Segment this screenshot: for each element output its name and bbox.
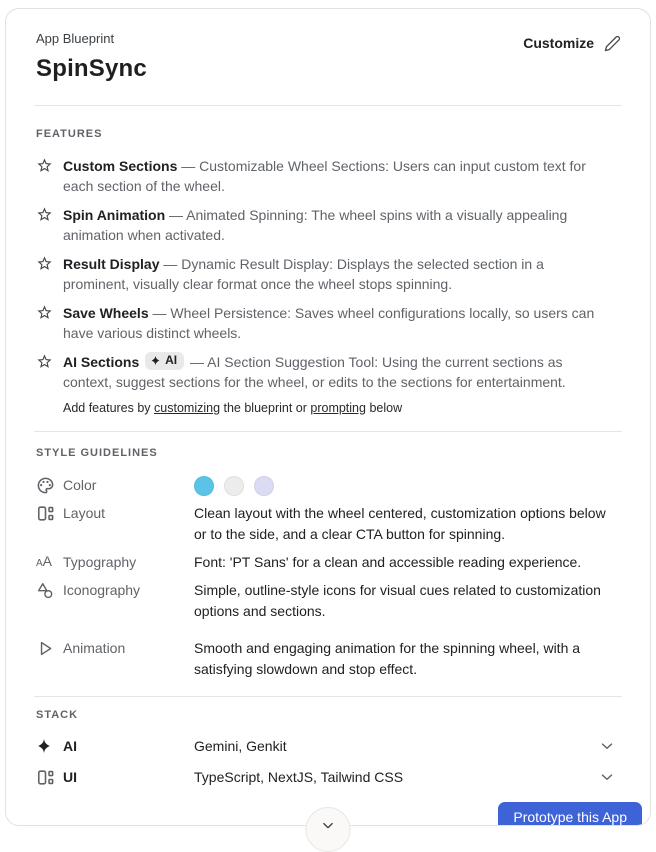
style-text-animation: Smooth and engaging animation for the spinning wheel, with a satisfying slowdown and stop effect. <box>194 640 581 677</box>
star-icon <box>36 206 53 223</box>
add-features-footnote: Add features by customizing the blueprint or prompting below <box>63 401 403 415</box>
chevron-down-icon <box>321 818 336 833</box>
style-row-color <box>36 475 620 496</box>
ai-badge: AI <box>145 352 184 370</box>
star-icon <box>36 157 53 174</box>
stack-row-ui <box>36 766 620 787</box>
feature-name: AI Sections <box>63 354 140 370</box>
style-row-typography <box>36 552 620 573</box>
feature-name: Result Display <box>63 256 160 272</box>
feature-item-result-display <box>36 254 620 294</box>
style-text-iconography: Simple, outline-style icons for visual cues related to customization options and sections. <box>194 582 601 619</box>
card-eyebrow: App Blueprint <box>36 31 115 46</box>
stack-label-ai: AI <box>63 737 77 754</box>
shapes-icon <box>36 581 55 600</box>
divider <box>34 105 622 106</box>
divider <box>34 431 622 432</box>
style-row-iconography <box>36 580 620 622</box>
layout-icon <box>36 768 55 787</box>
stack-value-ai: Gemini, Genkit <box>194 737 287 754</box>
stack-label-ui: UI <box>63 768 77 785</box>
feature-item-spin-animation <box>36 205 620 245</box>
feature-description: — AI Section Suggestion Tool: Using the current sections as context, suggest sections for the wheel, or edits to the sections for entertainment. <box>63 354 566 390</box>
style-label-layout: Layout <box>63 505 106 521</box>
app-title: SpinSync <box>36 55 147 82</box>
color-swatches <box>194 475 620 496</box>
color-swatch-primary[interactable] <box>194 476 214 496</box>
stack-value-ui: TypeScript, NextJS, Tailwind CSS <box>194 768 404 785</box>
features-section <box>36 128 620 415</box>
customize-button[interactable] <box>523 33 620 53</box>
stack-row-ai <box>36 735 620 756</box>
sparkle-icon <box>36 738 52 754</box>
star-icon <box>36 304 53 321</box>
chevron-down-icon[interactable] <box>598 768 616 786</box>
style-row-animation <box>36 638 620 680</box>
color-swatch-background[interactable] <box>224 476 244 496</box>
feature-description: — Customizable Wheel Sections: Users can input custom text for each section of the wheel. <box>63 158 586 194</box>
feature-item-save-wheels <box>36 303 620 343</box>
style-text-typography: Font: 'PT Sans' for a clean and accessible reading experience. <box>194 554 582 570</box>
feature-item-ai-sections <box>36 352 620 392</box>
expand-blueprint-button[interactable] <box>306 807 351 852</box>
customizing-link[interactable]: customizing <box>154 401 221 415</box>
style-label-iconography: Iconography <box>63 582 141 598</box>
sparkle-icon <box>150 355 161 366</box>
stack-section-title: STACK <box>36 709 79 721</box>
style-guidelines-section <box>36 447 620 680</box>
style-text-layout: Clean layout with the wheel centered, customization options below or to the side, and a clear CTA button for spinning. <box>194 505 606 542</box>
feature-description: — Animated Spinning: The wheel spins with a visually appealing animation when activated. <box>63 207 568 243</box>
app-blueprint-card <box>5 8 651 826</box>
style-label-typography: Typography <box>63 554 137 570</box>
palette-icon <box>36 476 55 495</box>
feature-item-custom-sections <box>36 156 620 196</box>
feature-name: Save Wheels <box>63 305 149 321</box>
layout-icon <box>36 504 55 523</box>
feature-name: Custom Sections <box>63 158 178 174</box>
style-row-layout <box>36 503 620 545</box>
prompting-link[interactable]: prompting <box>310 401 366 415</box>
stack-section <box>36 709 620 787</box>
color-swatch-accent[interactable] <box>254 476 274 496</box>
style-guidelines-section-title: STYLE GUIDELINES <box>36 447 158 459</box>
chevron-down-icon[interactable] <box>598 737 616 755</box>
feature-name: Spin Animation <box>63 207 166 223</box>
style-label-animation: Animation <box>63 640 126 656</box>
style-label-color: Color <box>63 477 97 493</box>
typography-icon: AA <box>36 553 53 569</box>
star-icon <box>36 353 53 370</box>
pencil-icon <box>604 35 620 51</box>
divider <box>34 696 622 697</box>
header <box>36 31 620 83</box>
feature-description: — Wheel Persistence: Saves wheel configurations locally, so users can have various distinct wheels. <box>63 305 595 341</box>
star-icon <box>36 255 53 272</box>
features-section-title: FEATURES <box>36 128 103 140</box>
feature-description: — Dynamic Result Display: Displays the selected section in a prominent, visually clear format once the wheel stops spinning. <box>63 256 544 292</box>
play-icon <box>36 639 55 658</box>
prototype-this-app-button[interactable]: Prototype this App <box>498 802 642 826</box>
customize-label: Customize <box>523 35 594 51</box>
